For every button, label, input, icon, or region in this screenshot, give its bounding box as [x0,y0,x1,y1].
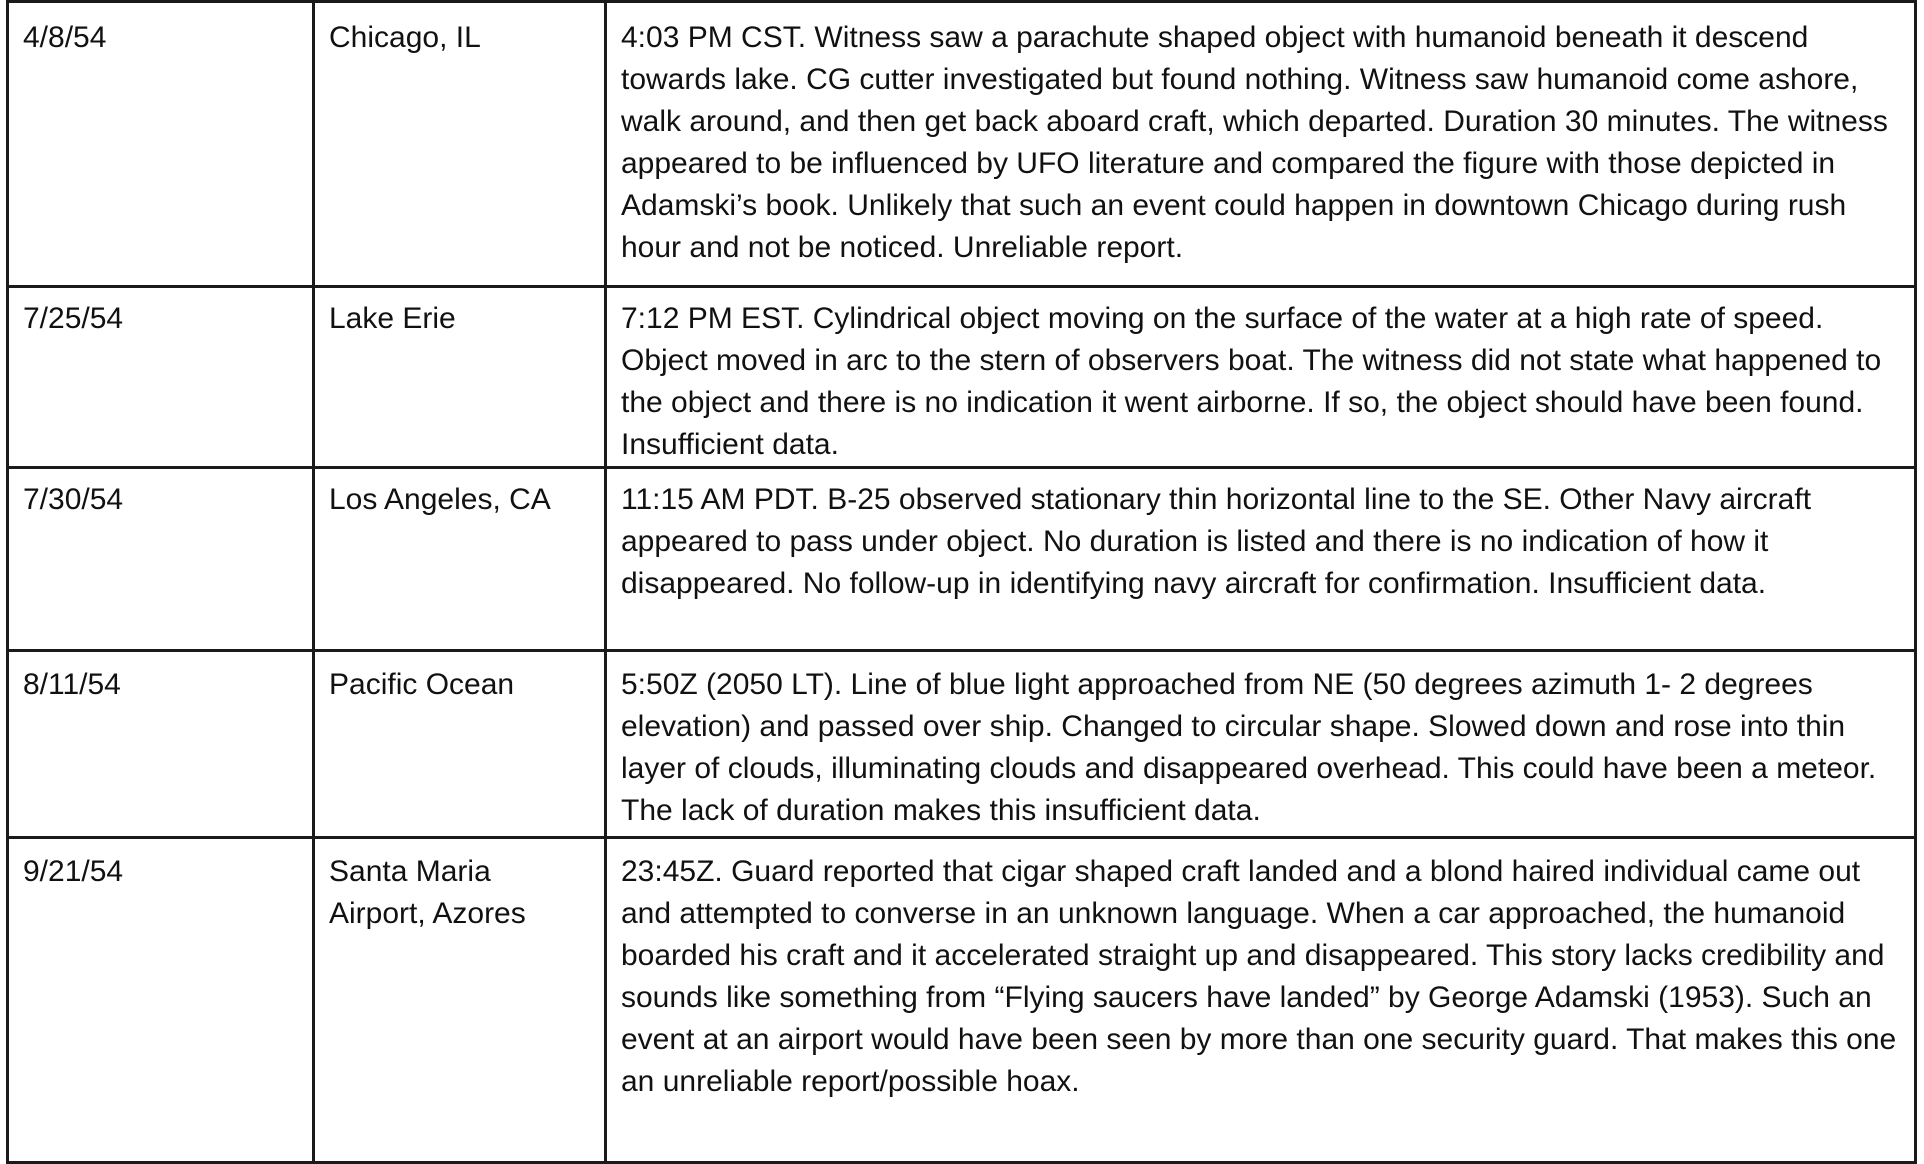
location-cell: Lake Erie [314,287,606,468]
table-row [8,651,1916,838]
date-cell: 8/11/54 [8,651,314,838]
description-cell: 5:50Z (2050 LT). Line of blue light approached from NE (50 degrees azimuth 1- 2 degrees elevation) and passed over ship. Changed to circular shape. Slowed down and rose into thin layer of clouds, illuminating clouds and disappeared overhead. This could have been a meteor. The lack of duration makes this insufficient data. [606,651,1916,838]
description-cell: 23:45Z. Guard reported that cigar shaped craft landed and a blond haired individual came out and attempted to converse in an unknown language. When a car approached, the humanoid boarded his craft and it accelerated straight up and disappeared. This story lacks credibility and sounds like something from “Flying saucers have landed” by George Adamski (1953). Such an event at an airport would have been seen by more than one security guard. That makes this one an unreliable report/possible hoax. [606,838,1916,1163]
description-cell: 4:03 PM CST. Witness saw a parachute shaped object with humanoid beneath it descend towards lake. CG cutter investigated but found nothing. Witness saw humanoid come ashore, walk around, and then get back aboard craft, which departed. Duration 30 minutes. The witness appeared to be influenced by UFO literature and compared the figure with those depicted in Adamski’s book. Unlikely that such an event could happen in downtown Chicago during rush hour and not be noticed. Unreliable report. [606,2,1916,287]
date-cell: 7/25/54 [8,287,314,468]
location-cell: Santa Maria Airport, Azores [314,838,606,1163]
table-row [8,838,1916,1163]
location-cell: Chicago, IL [314,2,606,287]
table-row [8,468,1916,651]
table-row [8,287,1916,468]
date-cell: 7/30/54 [8,468,314,651]
sighting-table [6,0,1917,1164]
description-cell: 11:15 AM PDT. B-25 observed stationary thin horizontal line to the SE. Other Navy aircraft appeared to pass under object. No duration is listed and there is no indication of how it disappeared. No follow-up in identifying navy aircraft for confirmation. Insufficient data. [606,468,1916,651]
table-row [8,2,1916,287]
location-cell: Los Angeles, CA [314,468,606,651]
date-cell: 9/21/54 [8,838,314,1163]
date-cell: 4/8/54 [8,2,314,287]
description-cell: 7:12 PM EST. Cylindrical object moving on the surface of the water at a high rate of speed. Object moved in arc to the stern of observers boat. The witness did not state what happened to the object and there is no indication it went airborne. If so, the object should have been found. Insufficient data. [606,287,1916,468]
location-cell: Pacific Ocean [314,651,606,838]
